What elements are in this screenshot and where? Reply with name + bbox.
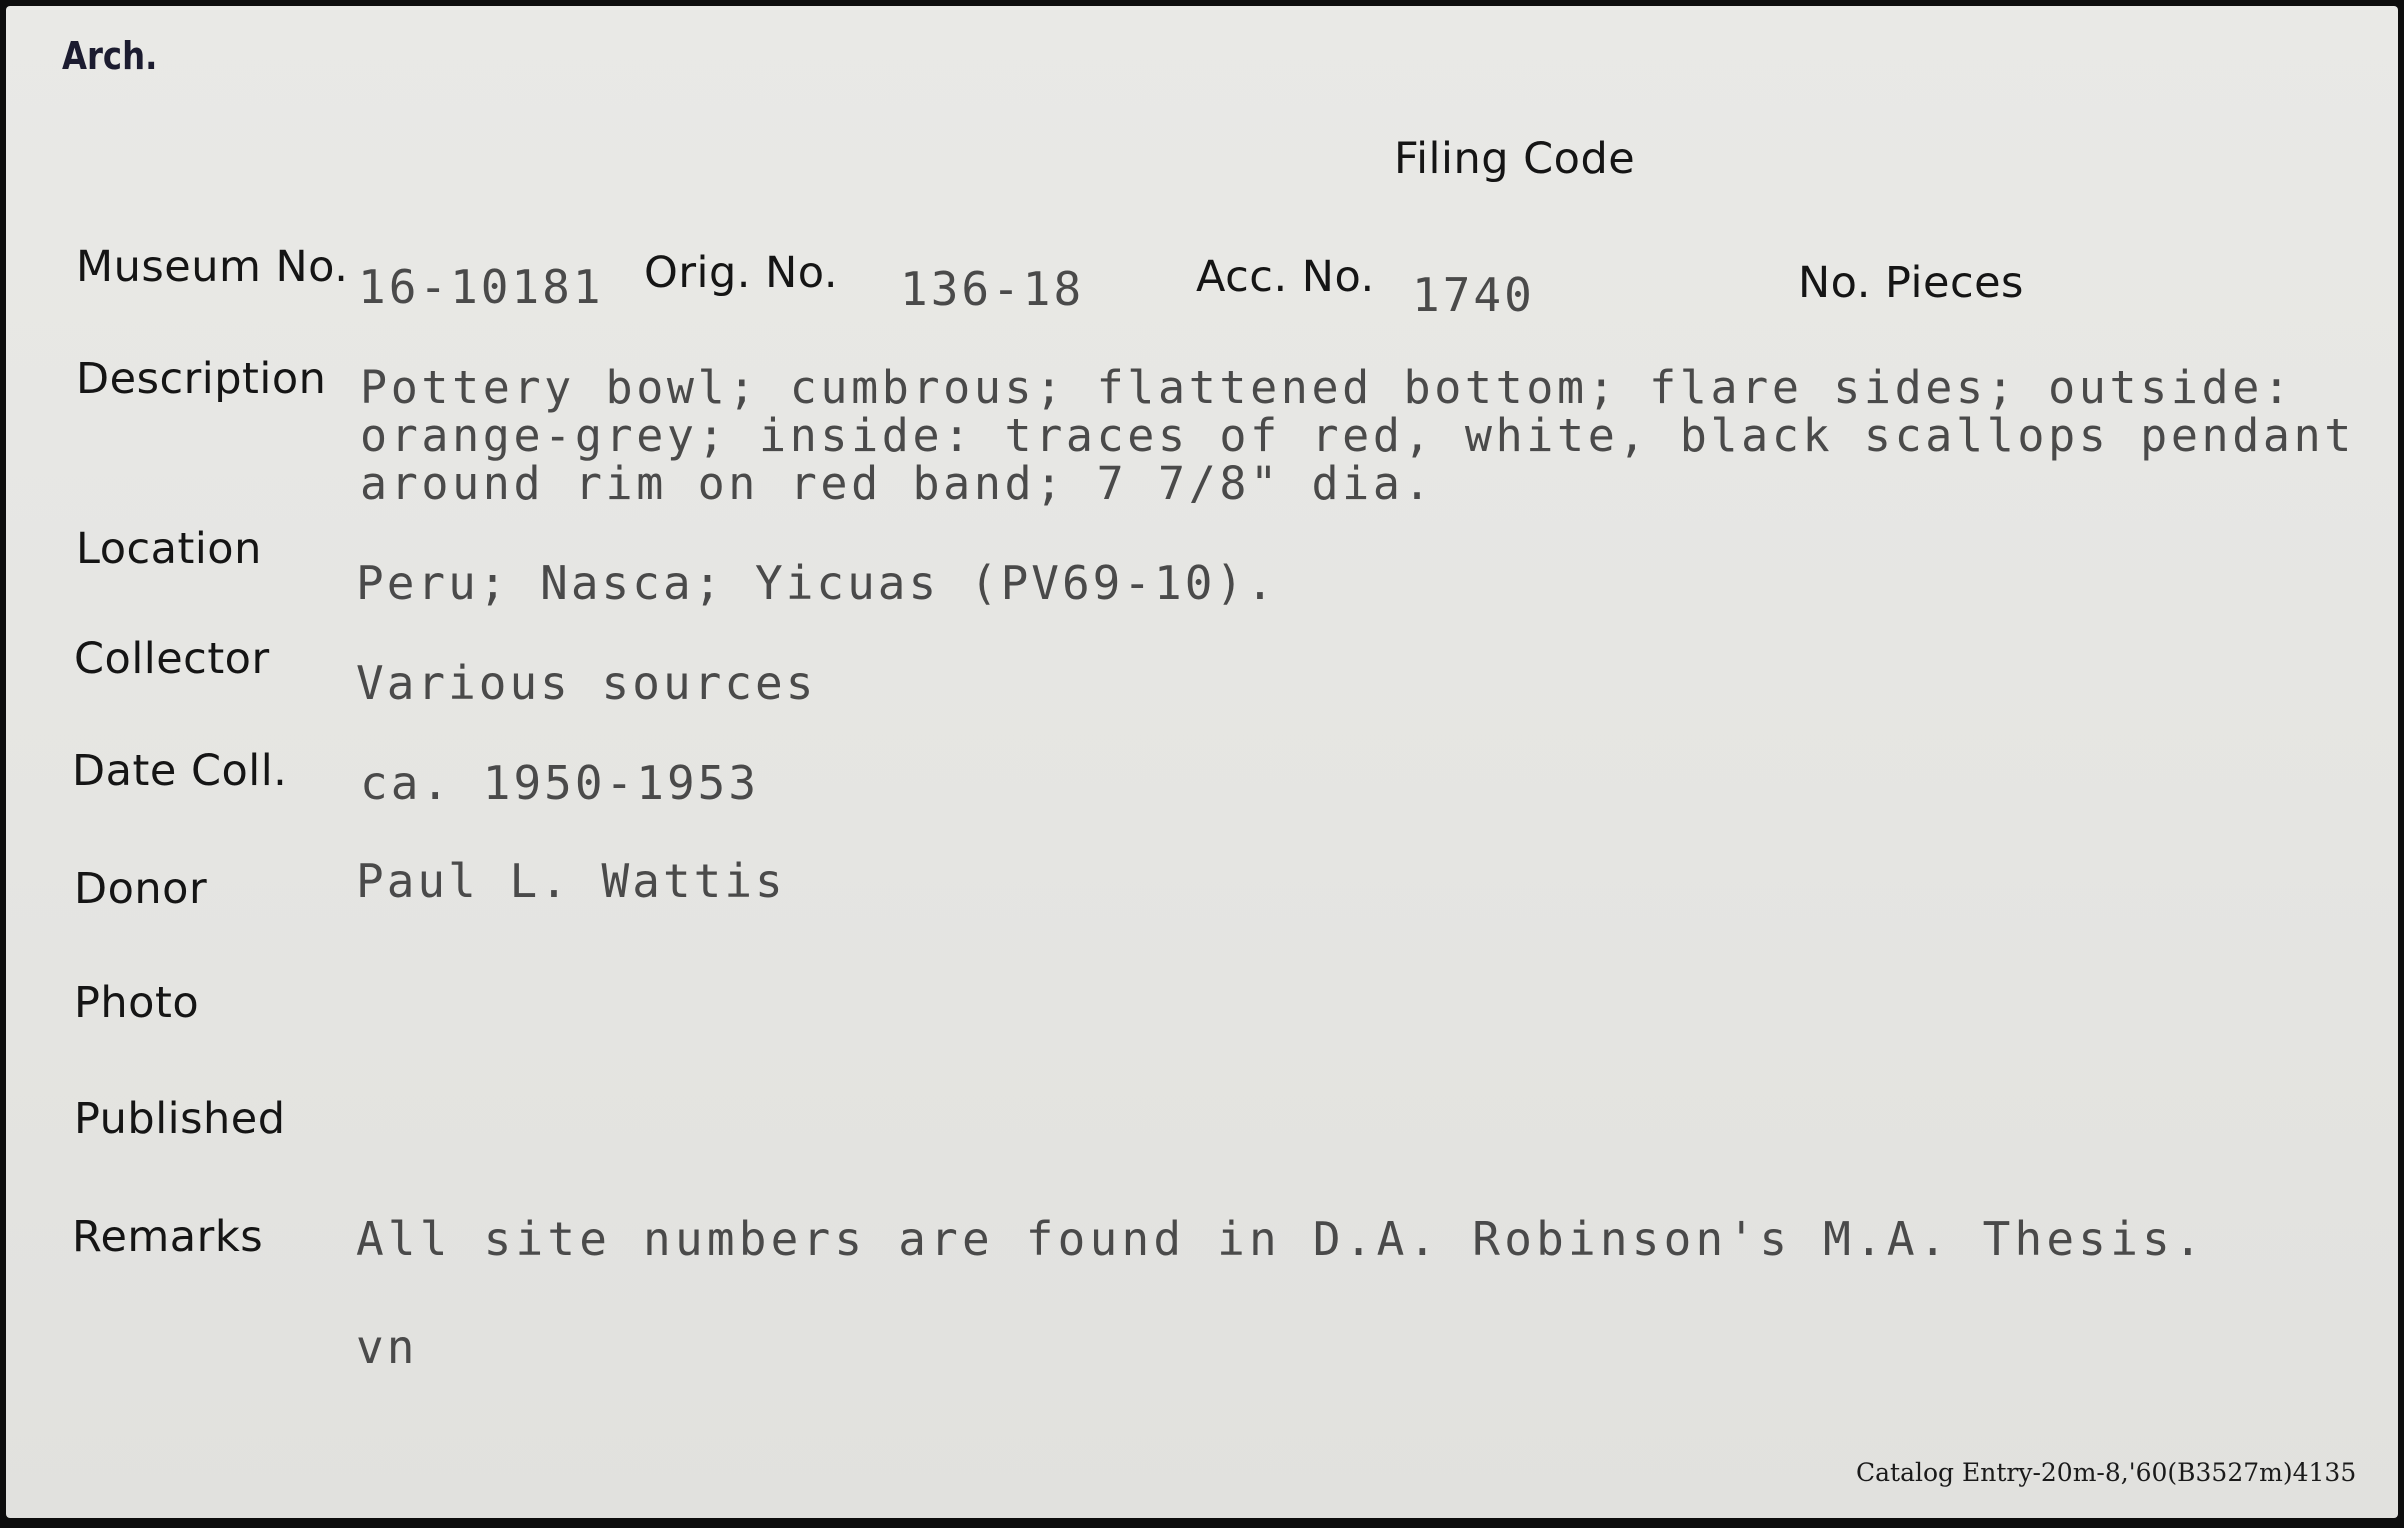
donor-value: Paul L. Wattis: [356, 854, 786, 908]
acc-no-value: 1740: [1412, 268, 1535, 322]
remarks-value: All site numbers are found in D.A. Robinson's M.A. Thesis.: [356, 1212, 2206, 1266]
description-line: around rim on red band; 7 7/8" dia.: [360, 457, 1435, 508]
location-value: Peru; Nasca; Yicuas (PV69-10).: [356, 556, 1277, 610]
collector-label: Collector: [74, 634, 270, 684]
donor-label: Donor: [74, 864, 208, 914]
published-label: Published: [74, 1094, 286, 1144]
collector-value: Various sources: [356, 656, 817, 710]
no-pieces-label: No. Pieces: [1798, 258, 2024, 308]
description-label: Description: [76, 354, 327, 404]
description-line: orange-grey; inside: traces of red, white, black scallops pendant: [360, 409, 2355, 462]
orig-no-label: Orig. No.: [644, 248, 838, 298]
remarks-initials: vn: [356, 1320, 418, 1374]
description-line: Pottery bowl; cumbrous; flattened bottom; flare sides; outside:: [360, 364, 2294, 414]
filing-code-label: Filing Code: [1394, 134, 1636, 184]
catalog-footer: Catalog Entry-20m-8,'60(B3527m)4135: [1856, 1458, 2357, 1487]
acc-no-label: Acc. No.: [1196, 252, 1375, 302]
remarks-label: Remarks: [72, 1212, 264, 1262]
catalog-card: [6, 6, 2398, 1518]
orig-no-value: 136-18: [900, 262, 1085, 316]
description-text: [360, 364, 2400, 508]
corner-tag: Arch.: [62, 34, 158, 78]
photo-label: Photo: [74, 978, 200, 1028]
museum-no-value: 16-10181: [358, 260, 604, 314]
date-coll-value: ca. 1950-1953: [360, 756, 760, 810]
location-label: Location: [76, 524, 262, 574]
museum-no-label: Museum No.: [76, 242, 349, 292]
date-coll-label: Date Coll.: [72, 746, 288, 796]
